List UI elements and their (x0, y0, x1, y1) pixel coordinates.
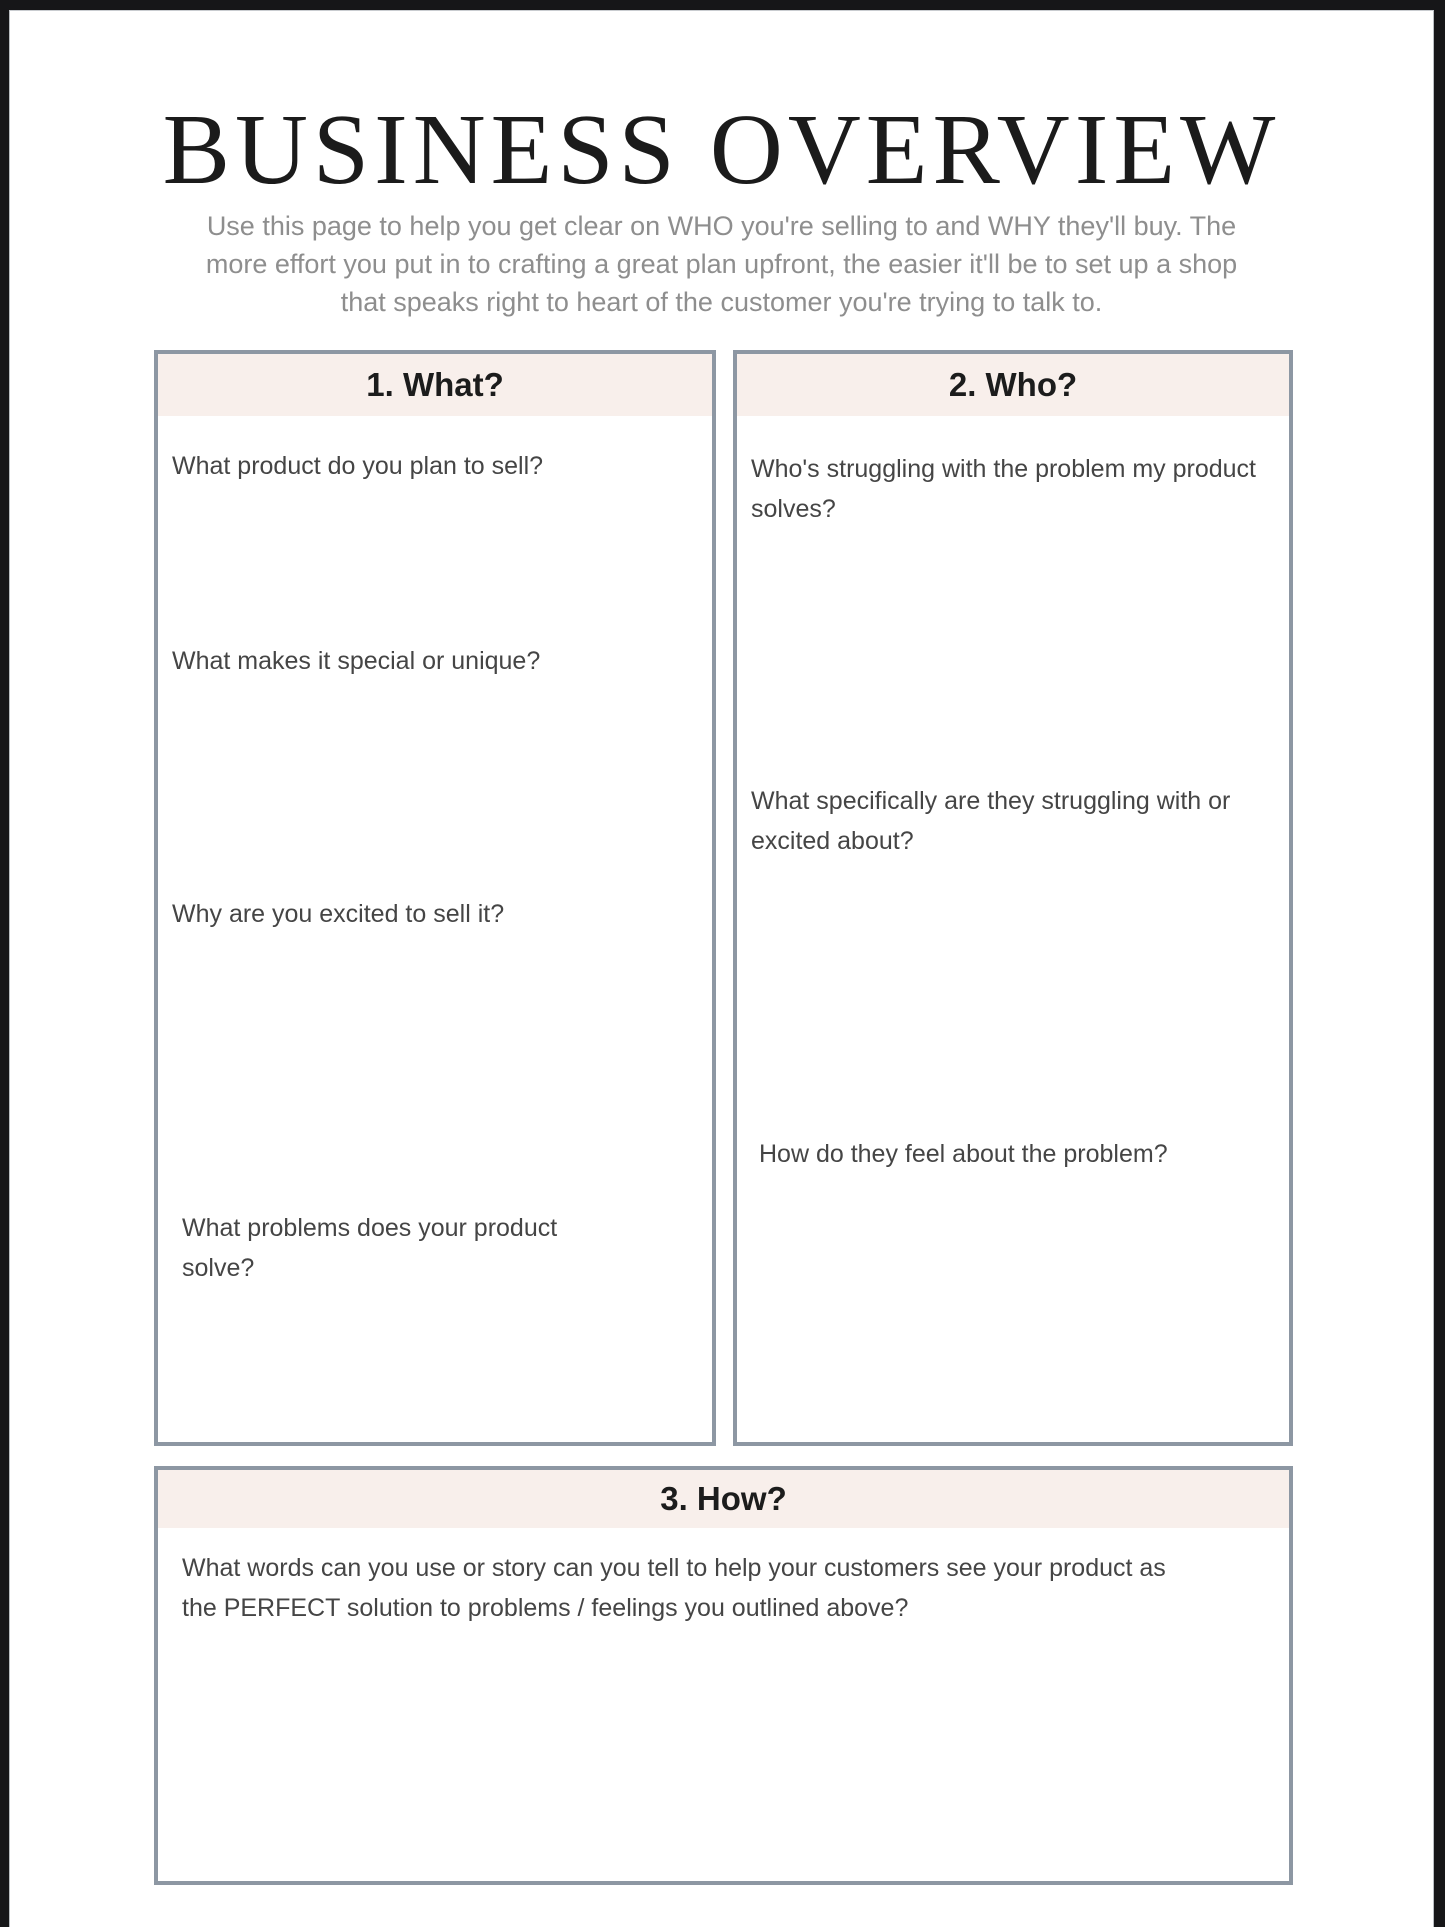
question-text: What makes it special or unique? (172, 647, 541, 675)
question-text: What product do you plan to sell? (172, 452, 544, 480)
page-subtitle (10, 207, 1433, 321)
section-header-who: 2. Who? (737, 354, 1289, 416)
question-text: How do they feel about the problem? (759, 1140, 1168, 1168)
question-text: What problems does your product solve? (182, 1214, 558, 1282)
worksheet-page (9, 10, 1434, 1927)
section-box-how (154, 1466, 1293, 1885)
section-header-what: 1. What? (158, 354, 712, 416)
subtitle-line: Use this page to help you get clear on WHO you're selling to and WHY they'll buy. The (206, 211, 1237, 241)
section-header-how: 3. How? (158, 1470, 1289, 1528)
question-text: Why are you excited to sell it? (172, 900, 505, 928)
page-title: BUSINESS OVERVIEW (162, 93, 1281, 205)
section-box-who (733, 350, 1293, 1446)
section-box-what (154, 350, 716, 1446)
question-text: What specifically are they struggling with or excited about? (751, 787, 1231, 855)
question-text: What words can you use or story can you tell to help your customers see your product as the PERFECT solution to problems / feelings you outlined above? (182, 1554, 1166, 1622)
subtitle-line: that speaks right to heart of the customer you're trying to talk to. (340, 287, 1103, 317)
subtitle-line: more effort you put in to crafting a great plan upfront, the easier it'll be to set up a shop (205, 249, 1238, 279)
question-text: Who's struggling with the problem my product solves? (751, 455, 1256, 523)
